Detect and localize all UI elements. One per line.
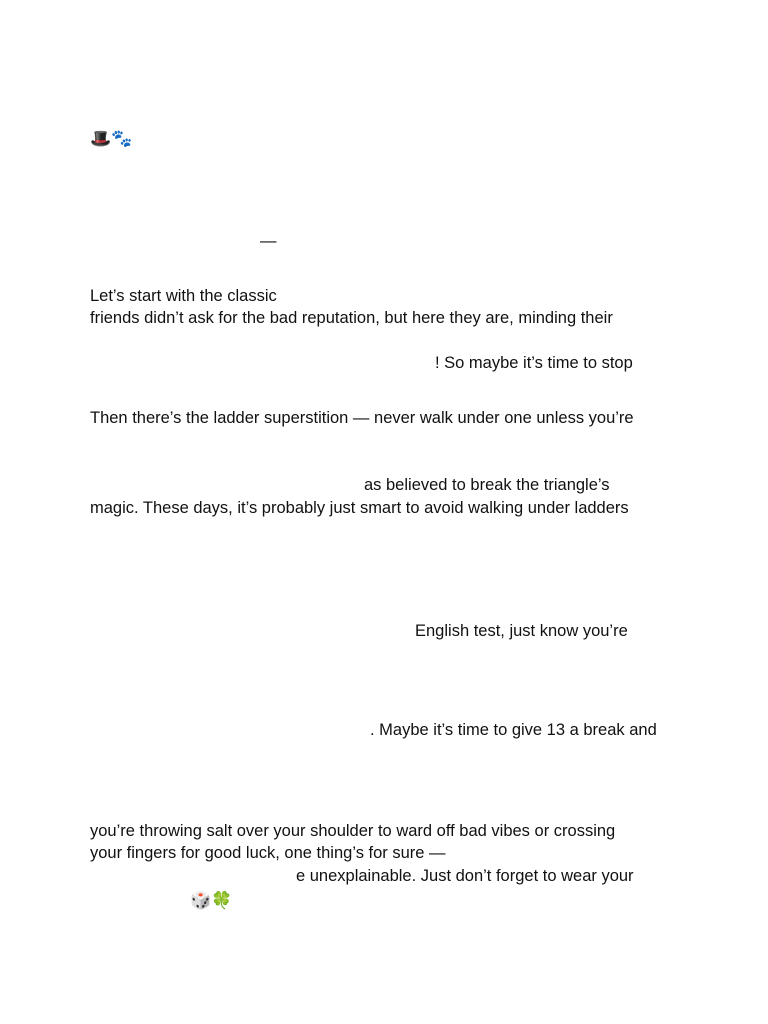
paragraph-5-line-2: your fingers for good luck, one thing’s for sure — xyxy=(90,844,446,862)
four-leaf-clover-icon: 🍀 xyxy=(211,891,233,910)
dice-icon: 🎲 xyxy=(190,891,212,910)
paragraph-1-line-3: ! So maybe it’s time to stop xyxy=(435,354,633,372)
paragraph-2-line-2: as believed to break the triangle’s xyxy=(364,476,610,494)
paragraph-2-line-1: Then there’s the ladder superstition — never walk under one unless you’re xyxy=(90,409,634,427)
paragraph-1-line-1: Let’s start with the classic xyxy=(90,287,277,305)
top-hat-icon: 🎩 xyxy=(90,129,112,148)
paragraph-5-line-1: you’re throwing salt over your shoulder to ward off bad vibes or crossing xyxy=(90,822,616,840)
paragraph-5-line-3: e unexplainable. Just don’t forget to wear your xyxy=(296,867,634,885)
paragraph-4-line-1: . Maybe it’s time to give 13 a break and xyxy=(370,721,657,739)
paragraph-2-line-3: magic. These days, it’s probably just smart to avoid walking under ladders xyxy=(90,499,629,517)
paragraph-3-line-1: English test, just know you’re xyxy=(415,622,628,640)
header-icons xyxy=(90,128,132,150)
paw-prints-icon: 🐾 xyxy=(111,129,133,148)
footer-icons xyxy=(190,890,232,912)
section-dash: — xyxy=(260,232,277,250)
paragraph-1-line-2: friends didn’t ask for the bad reputation, but here they are, minding their xyxy=(90,309,613,327)
